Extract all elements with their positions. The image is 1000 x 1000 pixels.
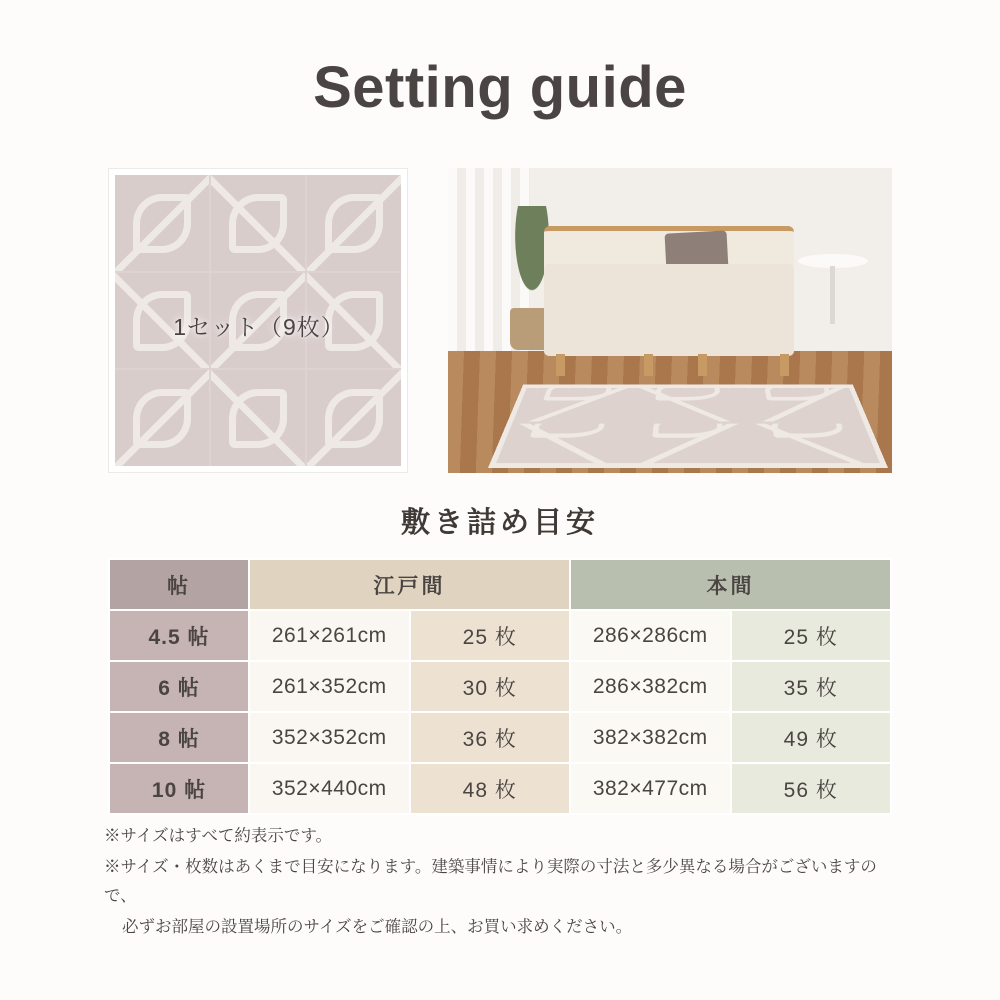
cell-edo-count: 30 枚 [410, 661, 571, 712]
cell-jo: 8 帖 [109, 712, 249, 763]
note-line: 必ずお部屋の設置場所のサイズをご確認の上、お買い求めください。 [122, 917, 633, 936]
tile [115, 370, 209, 466]
rug-tile [496, 423, 628, 463]
table-header-row [109, 559, 891, 610]
cell-hon-count: 25 枚 [731, 610, 892, 661]
tile [307, 175, 401, 271]
sofa-leg [556, 354, 565, 376]
section-heading: 敷き詰め目安 [400, 507, 599, 539]
sofa-leg [698, 354, 707, 376]
notes [104, 822, 904, 944]
cell-hon-count: 49 枚 [731, 712, 892, 763]
tile-set-label: 1セット（9枚） [173, 314, 345, 340]
rug-tile [748, 423, 880, 463]
tile [211, 370, 305, 466]
cell-edo-size: 352×352cm [249, 712, 410, 763]
cell-jo: 10 帖 [109, 763, 249, 814]
header-edoma: 江戸間 [249, 559, 570, 610]
cell-hon-size: 286×382cm [570, 661, 731, 712]
cell-hon-size: 382×477cm [570, 763, 731, 814]
note-line: ※サイズ・枚数はあくまで目安になります。建築事情により実際の寸法と多少異なる場合がございますので、 [104, 857, 877, 905]
sofa-leg [644, 354, 653, 376]
side-table-leg [830, 266, 835, 324]
rug-tile [513, 388, 632, 421]
cell-jo: 6 帖 [109, 661, 249, 712]
table-row [109, 661, 891, 712]
header-jo: 帖 [109, 559, 249, 610]
note-line: ※サイズはすべて約表示です。 [104, 827, 333, 845]
tile [211, 175, 305, 271]
sofa-leg [780, 354, 789, 376]
rug-tile [743, 388, 862, 421]
cell-edo-size: 352×440cm [249, 763, 410, 814]
image-row [0, 160, 1000, 480]
table-row [109, 712, 891, 763]
cell-jo: 4.5 帖 [109, 610, 249, 661]
room-photo [448, 168, 892, 473]
size-guide-table [108, 558, 892, 815]
sofa-seat [544, 264, 794, 356]
cell-hon-size: 382×382cm [570, 712, 731, 763]
rug [488, 385, 888, 468]
table-row [109, 763, 891, 814]
table-row [109, 610, 891, 661]
cell-hon-count: 56 枚 [731, 763, 892, 814]
cell-hon-size: 286×286cm [570, 610, 731, 661]
cell-edo-size: 261×352cm [249, 661, 410, 712]
tile [115, 175, 209, 271]
cell-edo-count: 48 枚 [410, 763, 571, 814]
cell-edo-count: 36 枚 [410, 712, 571, 763]
cell-edo-size: 261×261cm [249, 610, 410, 661]
size-guide-table-wrap [108, 558, 892, 815]
page-title: Setting guide [313, 55, 687, 120]
tile [307, 370, 401, 466]
rug-tile [631, 388, 746, 421]
rug-tile [625, 423, 751, 463]
cell-hon-count: 35 枚 [731, 661, 892, 712]
header-honma: 本間 [570, 559, 891, 610]
tile-set-image [108, 168, 408, 473]
cell-edo-count: 25 枚 [410, 610, 571, 661]
